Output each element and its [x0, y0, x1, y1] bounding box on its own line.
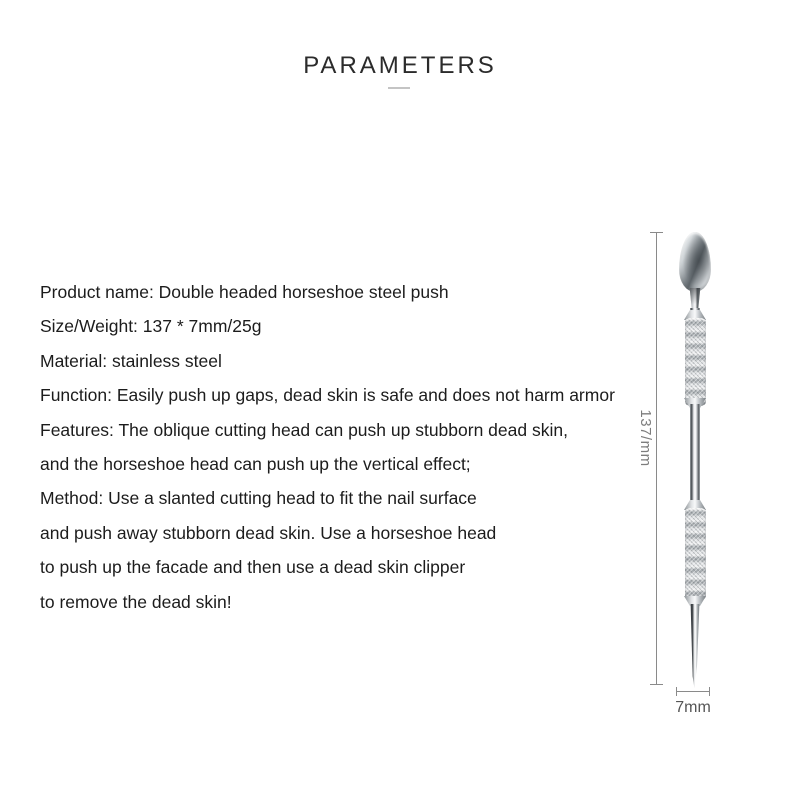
title-underline [388, 87, 410, 89]
spec-line-features-1: Features: The oblique cutting head can push up stubborn dead skin, [40, 419, 568, 440]
spec-line-method-4: to remove the dead skin! [40, 591, 232, 612]
length-dimension-line [656, 233, 657, 685]
spec-line-product-name: Product name: Double headed horseshoe steel push [40, 282, 449, 302]
pusher-beveled-tip [690, 604, 700, 688]
width-dimension-line [676, 691, 710, 692]
length-dimension-cap-top [650, 232, 663, 233]
spec-line-function: Function: Easily push up gaps, dead skin is safe and does not harm armor [40, 385, 615, 406]
length-dimension-cap-bottom [650, 684, 663, 685]
spec-line-material: Material: stainless steel [40, 350, 222, 371]
pusher-lower-knurled-grip [685, 508, 706, 600]
length-dimension-label: 137/mm [637, 409, 654, 467]
spec-line-method-1: Method: Use a slanted cutting head to fit the nail surface [40, 488, 477, 509]
width-dimension-label: 7mm [675, 699, 711, 716]
pusher-upper-knurled-grip [685, 318, 706, 406]
page-title: PARAMETERS [303, 52, 497, 79]
width-dimension-tick-right [709, 687, 710, 696]
width-dimension-tick-left [676, 687, 677, 696]
pusher-middle-shaft [690, 404, 700, 510]
spec-line-size-weight: Size/Weight: 137 * 7mm/25g [40, 316, 262, 337]
spec-line-method-3: to push up the facade and then use a dead skin clipper [40, 557, 466, 578]
pusher-spoon-head [679, 232, 711, 292]
spec-line-method-2: and push away stubborn dead skin. Use a horseshoe head [40, 522, 497, 543]
spec-list [40, 275, 630, 619]
spec-line-features-2: and the horseshoe head can push up the vertical effect; [40, 453, 471, 474]
